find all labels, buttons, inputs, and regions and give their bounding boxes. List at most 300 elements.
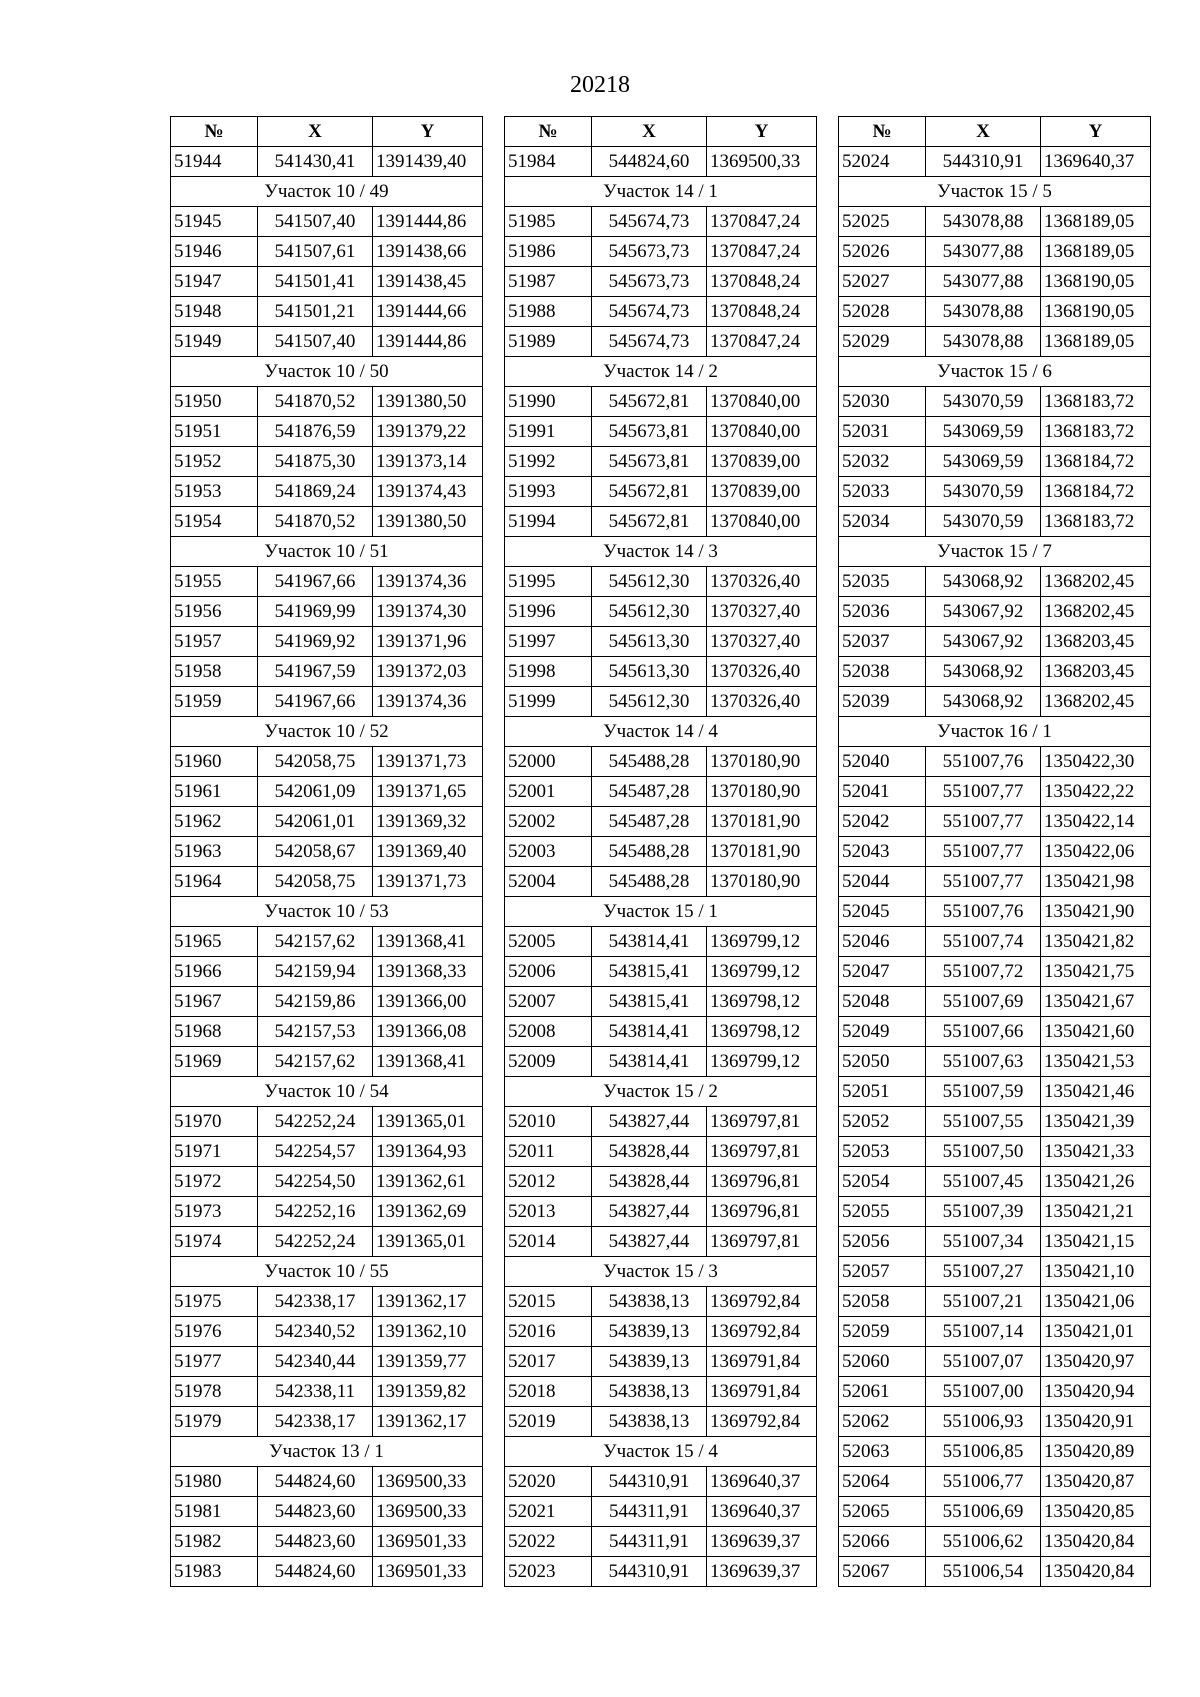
section-row (171, 717, 483, 747)
y-coordinate: 1350421,98 (1041, 867, 1151, 897)
y-coordinate: 1369500,33 (373, 1497, 483, 1527)
section-title: Участок 16 / 1 (839, 717, 1151, 747)
table-row (505, 627, 817, 657)
section-row (171, 1437, 483, 1467)
y-coordinate: 1391373,14 (373, 447, 483, 477)
y-coordinate: 1368202,45 (1041, 687, 1151, 717)
table-row (505, 267, 817, 297)
x-coordinate: 542340,52 (258, 1317, 373, 1347)
y-coordinate: 1391439,40 (373, 147, 483, 177)
y-coordinate: 1391362,69 (373, 1197, 483, 1227)
point-number: 51953 (171, 477, 258, 507)
point-number: 52004 (505, 867, 592, 897)
table-row (505, 927, 817, 957)
section-row (839, 357, 1151, 387)
section-row (171, 1077, 483, 1107)
y-coordinate: 1370180,90 (707, 867, 817, 897)
y-coordinate: 1391364,93 (373, 1137, 483, 1167)
point-number: 51976 (171, 1317, 258, 1347)
x-coordinate: 551007,69 (926, 987, 1041, 1017)
table-row (171, 417, 483, 447)
point-number: 52064 (839, 1467, 926, 1497)
table-row (505, 777, 817, 807)
point-number: 52010 (505, 1107, 592, 1137)
point-number: 52038 (839, 657, 926, 687)
section-title: Участок 15 / 3 (505, 1257, 817, 1287)
point-number: 52045 (839, 897, 926, 927)
point-number: 51997 (505, 627, 592, 657)
x-coordinate: 545488,28 (592, 867, 707, 897)
point-number: 52054 (839, 1167, 926, 1197)
point-number: 52015 (505, 1287, 592, 1317)
table-row (839, 477, 1151, 507)
table-row (171, 327, 483, 357)
point-number: 52059 (839, 1317, 926, 1347)
table-row (171, 267, 483, 297)
y-coordinate: 1391371,65 (373, 777, 483, 807)
coordinate-table-3 (838, 116, 1151, 1587)
y-coordinate: 1391374,30 (373, 597, 483, 627)
x-coordinate: 542252,24 (258, 1107, 373, 1137)
point-number: 52060 (839, 1347, 926, 1377)
point-number: 51996 (505, 597, 592, 627)
point-number: 51948 (171, 297, 258, 327)
table-row (839, 1047, 1151, 1077)
point-number: 52042 (839, 807, 926, 837)
table-row (171, 1227, 483, 1257)
x-coordinate: 551007,07 (926, 1347, 1041, 1377)
y-coordinate: 1391368,33 (373, 957, 483, 987)
table-row (171, 207, 483, 237)
y-coordinate: 1369500,33 (373, 1467, 483, 1497)
table-row (839, 1107, 1151, 1137)
section-title: Участок 14 / 1 (505, 177, 817, 207)
point-number: 51998 (505, 657, 592, 687)
table-row (839, 987, 1151, 1017)
point-number: 52058 (839, 1287, 926, 1317)
point-number: 51972 (171, 1167, 258, 1197)
x-coordinate: 542159,94 (258, 957, 373, 987)
section-title: Участок 15 / 6 (839, 357, 1151, 387)
point-number: 52040 (839, 747, 926, 777)
table-row (171, 1287, 483, 1317)
point-number: 52067 (839, 1557, 926, 1587)
x-coordinate: 545672,81 (592, 507, 707, 537)
y-coordinate: 1368202,45 (1041, 567, 1151, 597)
y-coordinate: 1391444,66 (373, 297, 483, 327)
point-number: 51992 (505, 447, 592, 477)
x-coordinate: 551007,77 (926, 867, 1041, 897)
x-coordinate: 543068,92 (926, 687, 1041, 717)
y-coordinate: 1350422,22 (1041, 777, 1151, 807)
y-coordinate: 1370847,24 (707, 327, 817, 357)
y-coordinate: 1369640,37 (707, 1467, 817, 1497)
table-row (171, 1047, 483, 1077)
x-coordinate: 542058,67 (258, 837, 373, 867)
point-number: 52013 (505, 1197, 592, 1227)
table-row (171, 687, 483, 717)
y-coordinate: 1369797,81 (707, 1107, 817, 1137)
y-coordinate: 1391444,86 (373, 327, 483, 357)
table-row (171, 807, 483, 837)
y-coordinate: 1391365,01 (373, 1227, 483, 1257)
point-number: 51955 (171, 567, 258, 597)
section-row (171, 177, 483, 207)
table-row (171, 1467, 483, 1497)
section-row (505, 1437, 817, 1467)
x-coordinate: 543838,13 (592, 1287, 707, 1317)
table-row (839, 1407, 1151, 1437)
x-coordinate: 542252,16 (258, 1197, 373, 1227)
table-row (505, 1287, 817, 1317)
x-coordinate: 541967,59 (258, 657, 373, 687)
point-number: 51987 (505, 267, 592, 297)
y-coordinate: 1369639,37 (707, 1557, 817, 1587)
point-number: 52001 (505, 777, 592, 807)
table-row (839, 1197, 1151, 1227)
y-coordinate: 1350422,30 (1041, 747, 1151, 777)
table-row (505, 1497, 817, 1527)
point-number: 51993 (505, 477, 592, 507)
y-coordinate: 1369792,84 (707, 1317, 817, 1347)
x-coordinate: 541870,52 (258, 387, 373, 417)
y-coordinate: 1369799,12 (707, 1047, 817, 1077)
point-number: 52047 (839, 957, 926, 987)
table-row (505, 1197, 817, 1227)
y-coordinate: 1350421,53 (1041, 1047, 1151, 1077)
table-row (171, 867, 483, 897)
x-coordinate: 543827,44 (592, 1107, 707, 1137)
table-row (171, 957, 483, 987)
table-row (171, 1497, 483, 1527)
x-coordinate: 543067,92 (926, 627, 1041, 657)
x-coordinate: 541969,99 (258, 597, 373, 627)
table-row (171, 1557, 483, 1587)
y-coordinate: 1350420,84 (1041, 1557, 1151, 1587)
point-number: 52027 (839, 267, 926, 297)
y-coordinate: 1370326,40 (707, 657, 817, 687)
x-coordinate: 543077,88 (926, 267, 1041, 297)
table-row (505, 1137, 817, 1167)
point-number: 52030 (839, 387, 926, 417)
y-coordinate: 1369500,33 (707, 147, 817, 177)
table-row (839, 1017, 1151, 1047)
y-coordinate: 1391366,08 (373, 1017, 483, 1047)
point-number: 52031 (839, 417, 926, 447)
x-coordinate: 541967,66 (258, 567, 373, 597)
point-number: 52035 (839, 567, 926, 597)
point-number: 52049 (839, 1017, 926, 1047)
table-row (171, 297, 483, 327)
table-row (839, 747, 1151, 777)
x-coordinate: 541870,52 (258, 507, 373, 537)
section-row (171, 357, 483, 387)
x-coordinate: 551007,34 (926, 1227, 1041, 1257)
y-coordinate: 1369799,12 (707, 927, 817, 957)
point-number: 51961 (171, 777, 258, 807)
point-number: 52020 (505, 1467, 592, 1497)
table-row (505, 1017, 817, 1047)
point-number: 52024 (839, 147, 926, 177)
point-number: 52066 (839, 1527, 926, 1557)
y-coordinate: 1368203,45 (1041, 627, 1151, 657)
table-row (839, 1527, 1151, 1557)
x-coordinate: 543078,88 (926, 327, 1041, 357)
y-coordinate: 1350420,84 (1041, 1527, 1151, 1557)
point-number: 51956 (171, 597, 258, 627)
y-coordinate: 1369501,33 (373, 1527, 483, 1557)
y-coordinate: 1350420,91 (1041, 1407, 1151, 1437)
point-number: 52039 (839, 687, 926, 717)
table-row (171, 1107, 483, 1137)
point-number: 52062 (839, 1407, 926, 1437)
y-coordinate: 1350421,90 (1041, 897, 1151, 927)
y-coordinate: 1350421,21 (1041, 1197, 1151, 1227)
y-coordinate: 1370840,00 (707, 507, 817, 537)
table-row (171, 1017, 483, 1047)
point-number: 51991 (505, 417, 592, 447)
y-coordinate: 1368190,05 (1041, 297, 1151, 327)
y-coordinate: 1391372,03 (373, 657, 483, 687)
x-coordinate: 545488,28 (592, 747, 707, 777)
x-coordinate: 543067,92 (926, 597, 1041, 627)
point-number: 51999 (505, 687, 592, 717)
x-coordinate: 542157,62 (258, 1047, 373, 1077)
y-coordinate: 1391371,73 (373, 867, 483, 897)
y-coordinate: 1369791,84 (707, 1377, 817, 1407)
point-number: 51979 (171, 1407, 258, 1437)
x-coordinate: 551007,55 (926, 1107, 1041, 1137)
point-number: 52003 (505, 837, 592, 867)
y-coordinate: 1368189,05 (1041, 207, 1151, 237)
y-coordinate: 1369791,84 (707, 1347, 817, 1377)
table-row (171, 1137, 483, 1167)
point-number: 52014 (505, 1227, 592, 1257)
y-coordinate: 1350421,82 (1041, 927, 1151, 957)
section-row (505, 897, 817, 927)
point-number: 52043 (839, 837, 926, 867)
point-number: 51952 (171, 447, 258, 477)
point-number: 51985 (505, 207, 592, 237)
x-coordinate: 541875,30 (258, 447, 373, 477)
x-coordinate: 541430,41 (258, 147, 373, 177)
y-coordinate: 1369797,81 (707, 1227, 817, 1257)
coordinate-table-2 (504, 116, 817, 1587)
x-coordinate: 551007,63 (926, 1047, 1041, 1077)
x-coordinate: 544823,60 (258, 1497, 373, 1527)
table-row (839, 1317, 1151, 1347)
table-row (171, 507, 483, 537)
header-number: № (505, 117, 592, 147)
point-number: 52029 (839, 327, 926, 357)
y-coordinate: 1368203,45 (1041, 657, 1151, 687)
x-coordinate: 551006,69 (926, 1497, 1041, 1527)
point-number: 51980 (171, 1467, 258, 1497)
x-coordinate: 543077,88 (926, 237, 1041, 267)
point-number: 52016 (505, 1317, 592, 1347)
x-coordinate: 543839,13 (592, 1347, 707, 1377)
x-coordinate: 543828,44 (592, 1167, 707, 1197)
y-coordinate: 1370181,90 (707, 807, 817, 837)
point-number: 51966 (171, 957, 258, 987)
point-number: 52050 (839, 1047, 926, 1077)
y-coordinate: 1369798,12 (707, 1017, 817, 1047)
x-coordinate: 541501,21 (258, 297, 373, 327)
header-x: X (592, 117, 707, 147)
table-row (505, 867, 817, 897)
table-row (171, 1527, 483, 1557)
table-row (839, 1377, 1151, 1407)
y-coordinate: 1391371,73 (373, 747, 483, 777)
point-number: 51973 (171, 1197, 258, 1227)
table-row (171, 387, 483, 417)
y-coordinate: 1350421,39 (1041, 1107, 1151, 1137)
x-coordinate: 543814,41 (592, 927, 707, 957)
table-row (839, 777, 1151, 807)
x-coordinate: 545672,81 (592, 477, 707, 507)
x-coordinate: 542252,24 (258, 1227, 373, 1257)
y-coordinate: 1350421,46 (1041, 1077, 1151, 1107)
x-coordinate: 551007,77 (926, 807, 1041, 837)
table-row (171, 927, 483, 957)
x-coordinate: 542058,75 (258, 747, 373, 777)
y-coordinate: 1350421,60 (1041, 1017, 1151, 1047)
point-number: 51975 (171, 1287, 258, 1317)
point-number: 51946 (171, 237, 258, 267)
y-coordinate: 1391374,36 (373, 567, 483, 597)
y-coordinate: 1350421,06 (1041, 1287, 1151, 1317)
point-number: 52021 (505, 1497, 592, 1527)
x-coordinate: 545673,81 (592, 447, 707, 477)
x-coordinate: 543070,59 (926, 507, 1041, 537)
x-coordinate: 542340,44 (258, 1347, 373, 1377)
point-number: 52056 (839, 1227, 926, 1257)
x-coordinate: 545674,73 (592, 327, 707, 357)
point-number: 51964 (171, 867, 258, 897)
point-number: 52041 (839, 777, 926, 807)
y-coordinate: 1370181,90 (707, 837, 817, 867)
header-x: X (926, 117, 1041, 147)
coordinate-tables (170, 116, 1151, 1587)
y-coordinate: 1350422,06 (1041, 837, 1151, 867)
table-row (505, 147, 817, 177)
section-row (505, 717, 817, 747)
x-coordinate: 542254,57 (258, 1137, 373, 1167)
table-row (839, 327, 1151, 357)
table-row (839, 657, 1151, 687)
y-coordinate: 1350420,89 (1041, 1437, 1151, 1467)
table-row (839, 1557, 1151, 1587)
point-number: 51944 (171, 147, 258, 177)
y-coordinate: 1391369,40 (373, 837, 483, 867)
x-coordinate: 544823,60 (258, 1527, 373, 1557)
point-number: 51974 (171, 1227, 258, 1257)
point-number: 51958 (171, 657, 258, 687)
point-number: 51963 (171, 837, 258, 867)
point-number: 51947 (171, 267, 258, 297)
y-coordinate: 1369796,81 (707, 1197, 817, 1227)
page-number: 20218 (570, 72, 630, 98)
section-title: Участок 14 / 2 (505, 357, 817, 387)
y-coordinate: 1370180,90 (707, 747, 817, 777)
table-row (505, 1377, 817, 1407)
y-coordinate: 1391369,32 (373, 807, 483, 837)
table-row (171, 1347, 483, 1377)
point-number: 52055 (839, 1197, 926, 1227)
y-coordinate: 1391380,50 (373, 507, 483, 537)
point-number: 52046 (839, 927, 926, 957)
y-coordinate: 1350421,33 (1041, 1137, 1151, 1167)
x-coordinate: 545674,73 (592, 207, 707, 237)
y-coordinate: 1368189,05 (1041, 327, 1151, 357)
point-number: 52008 (505, 1017, 592, 1047)
y-coordinate: 1368184,72 (1041, 447, 1151, 477)
section-row (505, 357, 817, 387)
table-row (839, 837, 1151, 867)
y-coordinate: 1370327,40 (707, 597, 817, 627)
x-coordinate: 543070,59 (926, 387, 1041, 417)
table-row (839, 447, 1151, 477)
table-row (505, 1317, 817, 1347)
x-coordinate: 542338,17 (258, 1407, 373, 1437)
y-coordinate: 1391359,82 (373, 1377, 483, 1407)
point-number: 51983 (171, 1557, 258, 1587)
y-coordinate: 1391368,41 (373, 927, 483, 957)
point-number: 52005 (505, 927, 592, 957)
y-coordinate: 1370839,00 (707, 477, 817, 507)
point-number: 52006 (505, 957, 592, 987)
section-title: Участок 10 / 51 (171, 537, 483, 567)
table-row (839, 1077, 1151, 1107)
table-row (171, 627, 483, 657)
y-coordinate: 1369799,12 (707, 957, 817, 987)
point-number: 51970 (171, 1107, 258, 1137)
y-coordinate: 1391371,96 (373, 627, 483, 657)
x-coordinate: 545673,81 (592, 417, 707, 447)
y-coordinate: 1391438,66 (373, 237, 483, 267)
y-coordinate: 1350421,01 (1041, 1317, 1151, 1347)
x-coordinate: 543069,59 (926, 417, 1041, 447)
table-row (839, 1137, 1151, 1167)
x-coordinate: 545673,73 (592, 267, 707, 297)
y-coordinate: 1369792,84 (707, 1287, 817, 1317)
x-coordinate: 544824,60 (258, 1557, 373, 1587)
table-row (505, 837, 817, 867)
table-row (505, 1527, 817, 1557)
y-coordinate: 1391366,00 (373, 987, 483, 1017)
point-number: 52061 (839, 1377, 926, 1407)
table-row (505, 447, 817, 477)
x-coordinate: 545673,73 (592, 237, 707, 267)
x-coordinate: 551007,76 (926, 747, 1041, 777)
section-title: Участок 15 / 4 (505, 1437, 817, 1467)
table-row (505, 1407, 817, 1437)
table-row (839, 807, 1151, 837)
point-number: 51962 (171, 807, 258, 837)
y-coordinate: 1350420,97 (1041, 1347, 1151, 1377)
x-coordinate: 542061,09 (258, 777, 373, 807)
point-number: 51971 (171, 1137, 258, 1167)
table-row (171, 447, 483, 477)
section-row (839, 177, 1151, 207)
table-row (171, 837, 483, 867)
table-row (839, 1347, 1151, 1377)
table-row (839, 567, 1151, 597)
point-number: 52037 (839, 627, 926, 657)
table-row (839, 1437, 1151, 1467)
table-row (171, 1377, 483, 1407)
point-number: 52019 (505, 1407, 592, 1437)
